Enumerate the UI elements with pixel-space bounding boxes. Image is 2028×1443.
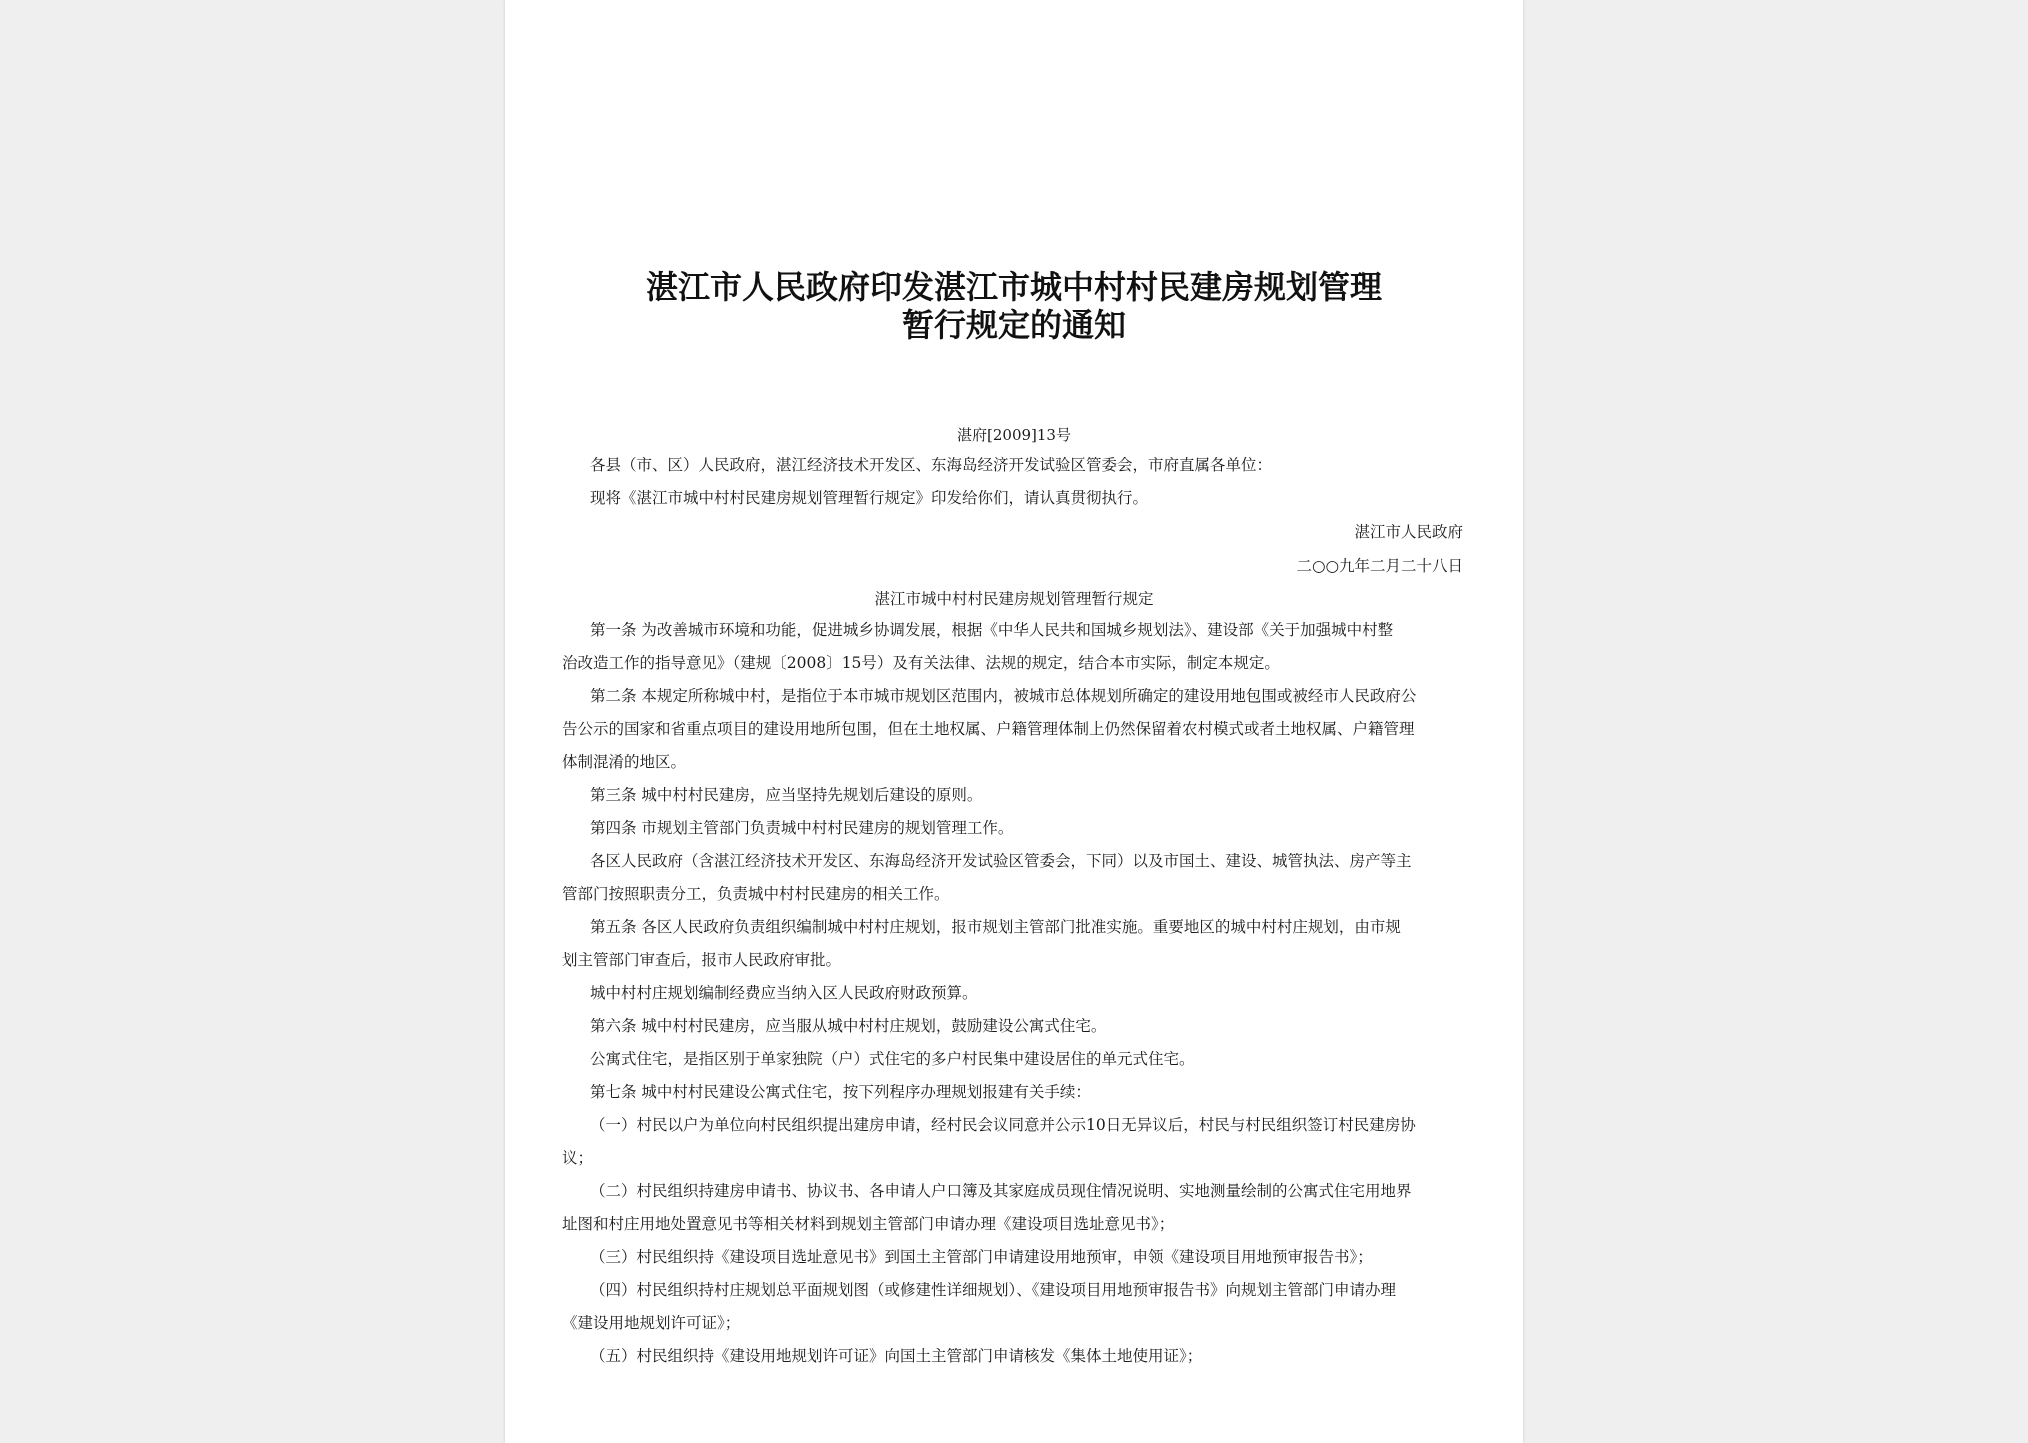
body-line: 第五条 各区人民政府负责组织编制城中村村庄规划，报市规划主管部门批准实施。重要地区的城中村村庄规划，由市规	[590, 918, 1401, 936]
body-line: （三）村民组织持《建设项目选址意见书》到国土主管部门申请建设用地预审，申领《建设项目用地预审报告书》；	[590, 1248, 1373, 1266]
body-line: 第七条 城中村村民建设公寓式住宅，按下列程序办理规划报建有关手续：	[590, 1083, 1091, 1101]
body-line: 管部门按照职责分工，负责城中村村民建房的相关工作。	[562, 885, 950, 903]
body-line: 城中村村庄规划编制经费应当纳入区人民政府财政预算。	[590, 984, 978, 1002]
body-line: 址图和村庄用地处置意见书等相关材料到规划主管部门申请办理《建设项目选址意见书》；	[562, 1215, 1175, 1233]
body-line: 第二条 本规定所称城中村，是指位于本市城市规划区范围内，被城市总体规划所确定的建设用地包围或被经市人民政府公	[590, 687, 1417, 705]
addressee: 各县（市、区）人民政府，湛江经济技术开发区、东海岛经济开发试验区管委会，市府直属各单位：	[590, 456, 1273, 474]
intro-paragraph: 现将《湛江市城中村村民建房规划管理暂行规定》印发给你们，请认真贯彻执行。	[590, 489, 1149, 507]
document-page	[505, 0, 1523, 1443]
body-line: 告公示的国家和省重点项目的建设用地所包围，但在土地权属、户籍管理体制上仍然保留着农村模式或者土地权属、户籍管理	[562, 720, 1415, 738]
body-line: 《建设用地规划许可证》；	[562, 1314, 741, 1332]
body-line: 第三条 城中村村民建房，应当坚持先规划后建设的原则。	[590, 786, 983, 804]
body-line: （一）村民以户为单位向村民组织提出建房申请，经村民会议同意并公示10日无异议后，村民与村民组织签订村民建房协	[590, 1116, 1416, 1134]
body-line: （四）村民组织持村庄规划总平面规划图（或修建性详细规划）、《建设项目用地预审报告书》向规划主管部门申请办理	[590, 1281, 1397, 1299]
body-line: 公寓式住宅，是指区别于单家独院（户）式住宅的多户村民集中建设居住的单元式住宅。	[590, 1050, 1195, 1068]
document-title-line-1: 湛江市人民政府印发湛江市城中村村民建房规划管理	[645, 268, 1382, 306]
body-line: 各区人民政府（含湛江经济技术开发区、东海岛经济开发试验区管委会，下同）以及市国土、建设、城管执法、房产等主	[590, 852, 1412, 870]
body-line: 第一条 为改善城市环境和功能，促进城乡协调发展，根据《中华人民共和国城乡规划法》、建设部《关于加强城中村整	[590, 621, 1394, 639]
body-line: 划主管部门审查后，报市人民政府审批。	[562, 951, 842, 969]
document-number: 湛府[2009]13号	[957, 426, 1071, 444]
body-line: （五）村民组织持《建设用地规划许可证》向国土主管部门申请核发《集体土地使用证》；	[590, 1347, 1203, 1365]
body-line: 议；	[562, 1149, 594, 1167]
body-line: 体制混淆的地区。	[562, 753, 687, 771]
body-line: 治改造工作的指导意见》（建规〔2008〕15号）及有关法律、法规的规定，结合本市实际，制定本规定。	[562, 654, 1280, 672]
regulation-title: 湛江市城中村村民建房规划管理暂行规定	[874, 590, 1154, 608]
issuer-signature: 湛江市人民政府	[1354, 523, 1463, 541]
body-line: （二）村民组织持建房申请书、协议书、各申请人户口簿及其家庭成员现住情况说明、实地测量绘制的公寓式住宅用地界	[590, 1182, 1412, 1200]
body-line: 第四条 市规划主管部门负责城中村村民建房的规划管理工作。	[590, 819, 1014, 837]
issue-date: 二○○九年二月二十八日	[1296, 557, 1463, 575]
document-title-line-2: 暂行规定的通知	[901, 306, 1126, 344]
body-line: 第六条 城中村村民建房，应当服从城中村村庄规划，鼓励建设公寓式住宅。	[590, 1017, 1107, 1035]
